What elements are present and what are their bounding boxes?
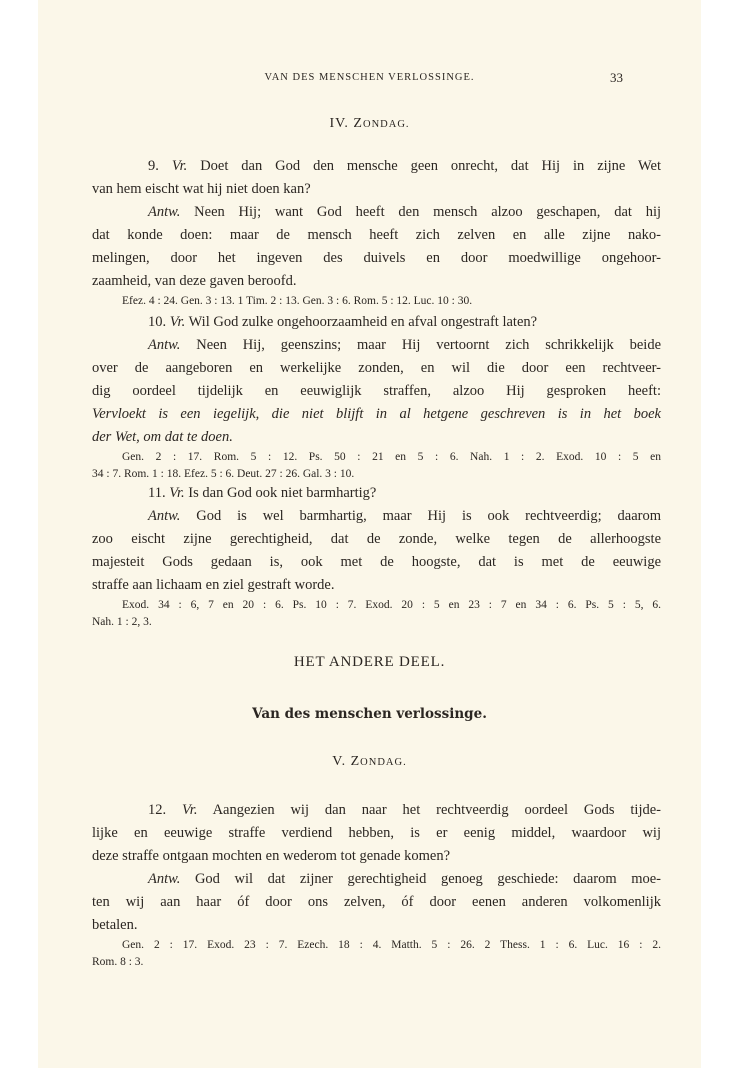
- answer-9-line-1: Antw. Neen Hij; want God heeft den mensch alzoo geschapen, dat hij: [148, 204, 662, 220]
- answer-12-line-2: ten wij aan haar óf door ons zelven, óf door eenen anderen volkomenlijk: [92, 894, 661, 910]
- question-9-line-1: 9. Vr. Doet dan God den mensche geen onrecht, dat Hij in zijne Wet: [148, 158, 662, 174]
- part-title: HET ANDERE DEEL.: [293, 654, 446, 670]
- part-subtitle: Van des menschen verlossinge.: [252, 706, 487, 722]
- answer-9-line-3: melingen, door het ingeven des duivels en door moedwillige ongehoor-: [92, 250, 661, 266]
- answer-9-line-4: zaamheid, van deze gaven beroofd.: [92, 273, 297, 289]
- answer-11-line-2: zoo eischt zijne gerechtigheid, dat de zonde, welke tegen de allerhoogste: [92, 531, 661, 547]
- references-11-line-2: Nah. 1 : 2, 3.: [92, 616, 152, 628]
- question-12: [92, 799, 661, 971]
- question-12-line-2: lijke en eeuwige straffe verdiend hebben, is er eenig middel, waardoor wij: [92, 825, 661, 841]
- sunday-heading-4: IV. ZONDAG.: [329, 116, 410, 131]
- references-12-line-2: Rom. 8 : 3.: [92, 956, 144, 968]
- book-page: [38, 0, 701, 1068]
- answer-11-line-4: straffe aan lichaam en ziel gestraft worde.: [92, 577, 335, 593]
- references-10-line-2: 34 : 7. Rom. 1 : 18. Efez. 5 : 6. Deut. 27 : 26. Gal. 3 : 10.: [92, 468, 355, 480]
- answer-11-line-3: majesteit Gods gedaan is, ook met de hoogste, dat is met de eeuwige: [92, 554, 661, 570]
- answer-10-line-3: dig oordeel tijdelijk en eeuwiglijk straffen, alzoo Hij gesproken heeft:: [92, 383, 661, 399]
- page-number: 33: [610, 70, 623, 85]
- answer-10-line-2: over de aangeboren en werkelijke zonden, en wil die door een rechtveer-: [92, 360, 661, 376]
- answer-12-line-3: betalen.: [92, 917, 138, 933]
- answer-9-line-2: dat konde doen: maar de mensch heeft zich zelven en alle zijne nako-: [92, 227, 661, 243]
- references-9: Efez. 4 : 24. Gen. 3 : 13. 1 Tim. 2 : 13. Gen. 3 : 6. Rom. 5 : 12. Luc. 10 : 30.: [122, 295, 473, 307]
- references-11-line-1: Exod. 34 : 6, 7 en 20 : 6. Ps. 10 : 7. Exod. 20 : 5 en 23 : 7 en 34 : 6. Ps. 5 : 5, 6.: [122, 599, 661, 611]
- answer-10-line-1: Antw. Neen Hij, geenszins; maar Hij vertoornt zich schrikkelijk beide: [148, 337, 662, 353]
- quote-10-line-1: Vervloekt is een iegelijk, die niet blijft in al hetgene geschreven is in het boek: [92, 406, 661, 422]
- question-10-line-1: 10. Vr. Wil God zulke ongehoorzaamheid en afval ongestraft laten?: [148, 314, 538, 330]
- references-12-line-1: Gen. 2 : 17. Exod. 23 : 7. Ezech. 18 : 4. Matth. 5 : 26. 2 Thess. 1 : 6. Luc. 16 : 2.: [122, 939, 661, 951]
- question-11: [92, 482, 661, 631]
- answer-12-line-1: Antw. God wil dat zijner gerechtigheid genoeg geschiede: daarom moe-: [148, 871, 662, 887]
- question-9: [92, 155, 661, 310]
- quote-10-line-2: der Wet, om dat te doen.: [92, 429, 233, 445]
- question-10: [92, 311, 661, 483]
- question-11-line-1: 11. Vr. Is dan God ook niet barmhartig?: [148, 485, 377, 501]
- running-title: VAN DES MENSCHEN VERLOSSINGE.: [264, 72, 475, 83]
- references-10-line-1: Gen. 2 : 17. Rom. 5 : 12. Ps. 50 : 21 en 5 : 6. Nah. 1 : 2. Exod. 10 : 5 en: [122, 451, 661, 463]
- question-12-line-1: 12. Vr. Aangezien wij dan naar het rechtveerdig oordeel Gods tijde-: [148, 802, 662, 818]
- question-9-line-2: van hem eischt wat hij niet doen kan?: [92, 181, 311, 197]
- answer-11-line-1: Antw. God is wel barmhartig, maar Hij is ook rechtveerdig; daarom: [148, 508, 662, 524]
- question-12-line-3: deze straffe ontgaan mochten en wederom tot genade komen?: [92, 848, 451, 864]
- sunday-heading-5: V. ZONDAG.: [332, 754, 407, 769]
- page-header: [38, 72, 701, 92]
